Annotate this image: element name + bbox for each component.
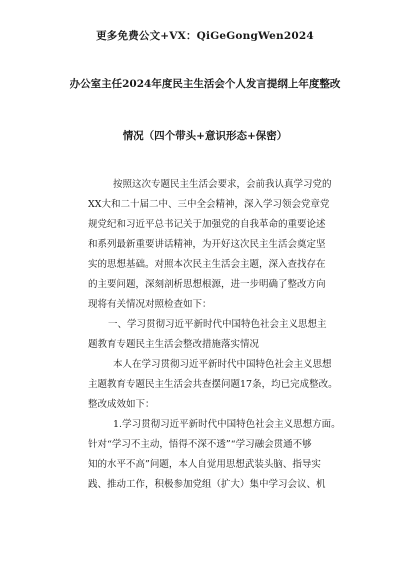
paragraph-line: 实的思想基础。对照本次民主生活会主题，深入查找存在 — [88, 259, 326, 270]
paragraph-line: 1.学习贯彻习近平新时代中国特色社会主义思想方面。 — [113, 419, 341, 430]
paragraph-line: 本人在学习贯彻习近平新时代中国特色社会主义思想 — [113, 359, 332, 370]
paragraph-line: XX大和二十届二中、三中全会精神，深入学习领会党章党 — [88, 199, 330, 210]
paragraph-line: 现将有关情况对照检查如下： — [88, 299, 212, 310]
paragraph-line: 整改成效如下： — [88, 399, 155, 410]
section-heading-line: 一、学习贯彻习近平新时代中国特色社会主义思想主 — [108, 319, 327, 330]
document-title-line-1: 办公室主任2024年度民主生活会个人发言提纲上年度整改 — [69, 78, 341, 90]
promo-header: 更多免费公文+VX：QiGeGongWen2024 — [96, 30, 314, 42]
paragraph-line: 的主要问题，深刻剖析思想根源，进一步明确了整改方向 — [88, 279, 326, 290]
paragraph-line: 针对“学习不主动，悟得不深不透”“学习融会贯通不够 — [88, 439, 312, 450]
paragraph-line: 规党纪和习近平总书记关于加强党的自我革命的重要论述 — [88, 219, 326, 230]
paragraph-line: 知的水平不高”问题，本人自觉用思想武装头脑、指导实 — [88, 459, 321, 470]
paragraph-line: 和系列最新重要讲话精神，为开好这次民主生活会奠定坚 — [88, 239, 326, 250]
paragraph-line: 践、推动工作，积极参加党组（扩大）集中学习会议、机 — [88, 479, 326, 490]
paragraph-line: 主题教育专题民主生活会共查摆问题17条，均已完成整改。 — [88, 379, 338, 390]
document-title-line-2: 情况（四个带头+意识形态+保密） — [122, 130, 288, 142]
paragraph-line: 按照这次专题民主生活会要求，会前我认真学习党的 — [113, 179, 332, 190]
section-heading-line: 题教育专题民主生活会整改措施落实情况 — [88, 339, 260, 350]
